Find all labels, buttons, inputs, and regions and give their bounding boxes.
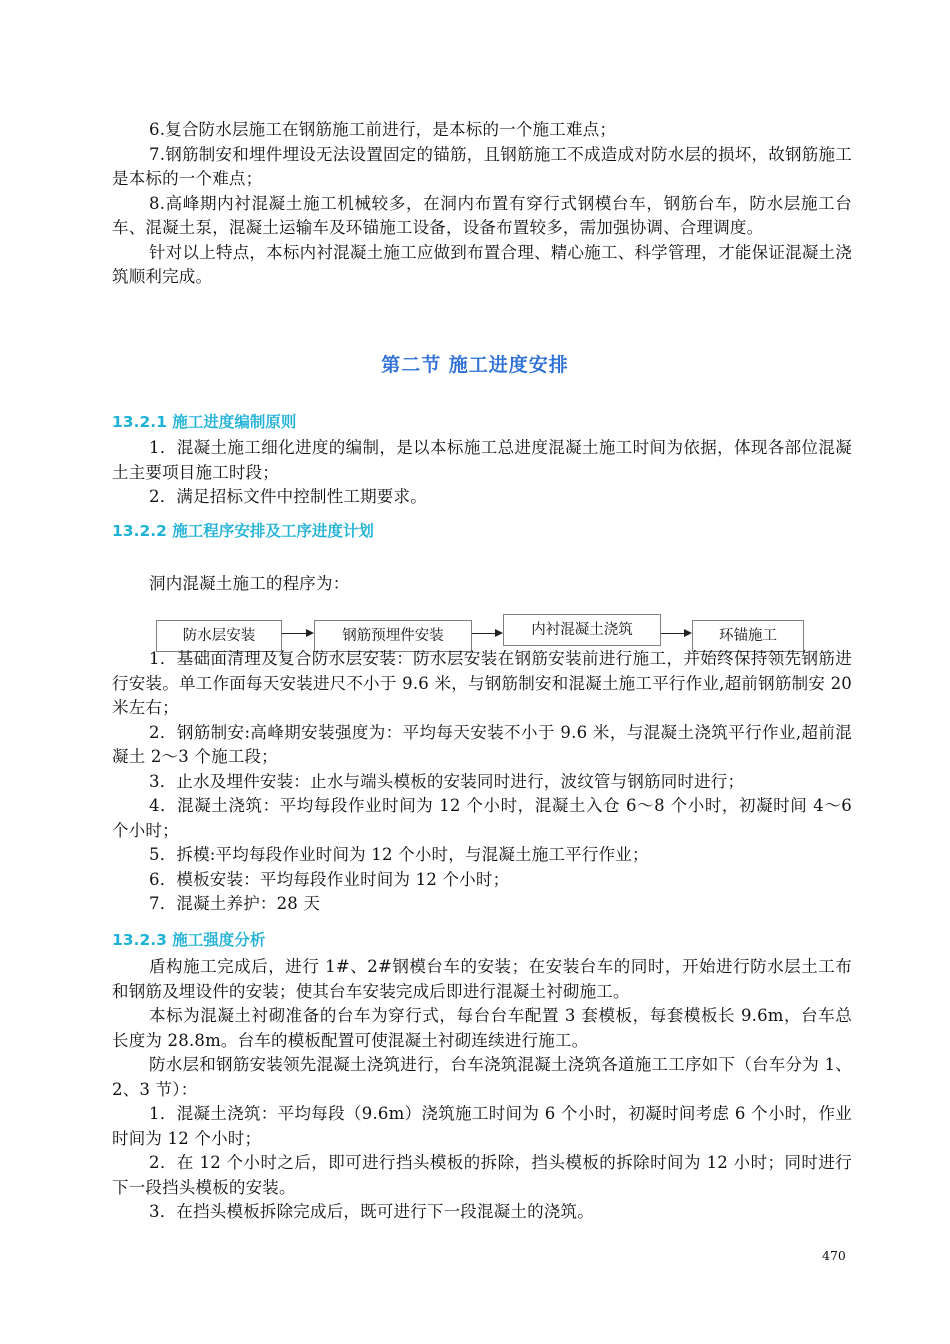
- flow-step: 环锚施工: [692, 620, 804, 652]
- paragraph: 1．混凝土浇筑：平均每段（9.6m）浇筑施工时间为 6 个小时，初凝时间考虑 6 个小时，作业时间为 12 个小时；: [112, 1104, 852, 1148]
- subsection-body: [112, 436, 852, 510]
- subsection-body: [112, 647, 852, 917]
- paragraph: 2．在 12 个小时之后，即可进行挡头模板的拆除，挡头模板的拆除时间为 12 小时；同时进行下一段挡头模板的安装。: [112, 1153, 852, 1197]
- paragraph: 1．混凝土施工细化进度的编制，是以本标施工总进度混凝土施工时间为依据，体现各部位混凝土主要项目施工时段；: [112, 438, 852, 482]
- flow-step: 钢筋预埋件安装: [314, 620, 472, 652]
- subsection-heading: 13.2.1 施工进度编制原则: [112, 413, 297, 431]
- arrow-right-icon: [661, 633, 690, 634]
- paragraph: 3．在挡头模板拆除完成后，既可进行下一段混凝土的浇筑。: [149, 1202, 594, 1221]
- flow-lead: [112, 572, 852, 597]
- paragraph: 2．钢筋制安:高峰期安装强度为：平均每天安装不小于 9.6 米，与混凝土浇筑平行作业,超前混凝土 2～3 个施工段；: [112, 722, 852, 766]
- intro-text: [112, 118, 852, 290]
- paragraph: 7．混凝土养护：28 天: [149, 894, 321, 913]
- paragraph: 6.复合防水层施工在钢筋施工前进行，是本标的一个施工难点；: [149, 120, 617, 139]
- subsection-heading: 13.2.3 施工强度分析: [112, 931, 266, 949]
- paragraph: 8.高峰期内衬混凝土施工机械较多，在洞内布置有穿行式钢模台车，钢筋台车，防水层施工台车、混凝土泵，混凝土运输车及环锚施工设备，设备布置较多，需加强协调、合理调度。: [112, 193, 852, 237]
- subsection-heading: 13.2.2 施工程序安排及工序进度计划: [112, 522, 374, 540]
- arrow-right-icon: [472, 633, 501, 634]
- flow-step: 防水层安装: [156, 620, 282, 652]
- paragraph: 4．混凝土浇筑：平均每段作业时间为 12 个小时，混凝土入仓 6～8 个小时，初凝时间 4～6 个小时；: [112, 796, 852, 840]
- paragraph: 6．模板安装：平均每段作业时间为 12 个小时；: [149, 869, 510, 889]
- subsection-body: [112, 955, 852, 1225]
- paragraph: 7.钢筋制安和埋件埋设无法设置固定的锚筋，且钢筋施工不成造成对防水层的损坏，故钢筋施工是本标的一个难点；: [112, 144, 852, 188]
- paragraph: 1．基础面清理及复合防水层安装：防水层安装在钢筋安装前进行施工，并始终保持领先钢筋进行安装。单工作面每天安装进尺不小于 9.6 米，与钢筋制安和混凝土施工平行作业,超前钢筋制安 20 米左右；: [112, 649, 852, 717]
- paragraph: 本标为混凝土衬砌准备的台车为穿行式，每台台车配置 3 套模板，每套模板长 9.6m，台车总长度为 28.8m。台车的模板配置可使混凝土衬砌连续进行施工。: [112, 1006, 852, 1050]
- arrow-right-icon: [282, 633, 312, 634]
- page-number: 470: [822, 1248, 846, 1263]
- flow-step: 内衬混凝土浇筑: [503, 614, 661, 646]
- paragraph: 针对以上特点，本标内衬混凝土施工应做到布置合理、精心施工、科学管理，才能保证混凝土浇筑顺利完成。: [112, 242, 852, 286]
- paragraph: 2．满足招标文件中控制性工期要求。: [149, 487, 427, 506]
- paragraph: 防水层和钢筋安装领先混凝土浇筑进行，台车浇筑混凝土浇筑各道施工工序如下（台车分为 1、2、3 节）：: [112, 1055, 852, 1099]
- paragraph: 盾构施工完成后，进行 1#、2#钢模台车的安装；在安装台车的同时，开始进行防水层土工布和钢筋及埋设件的安装；使其台车安装完成后即进行混凝土衬砌施工。: [112, 957, 852, 1001]
- paragraph: 3．止水及埋件安装：止水与端头模板的安装同时进行，波纹管与钢筋同时进行；: [149, 771, 745, 791]
- paragraph: 洞内混凝土施工的程序为：: [149, 574, 350, 593]
- paragraph: 5．拆模:平均每段作业时间为 12 个小时，与混凝土施工平行作业；: [149, 845, 649, 864]
- section-title: 第二节 施工进度安排: [381, 354, 569, 376]
